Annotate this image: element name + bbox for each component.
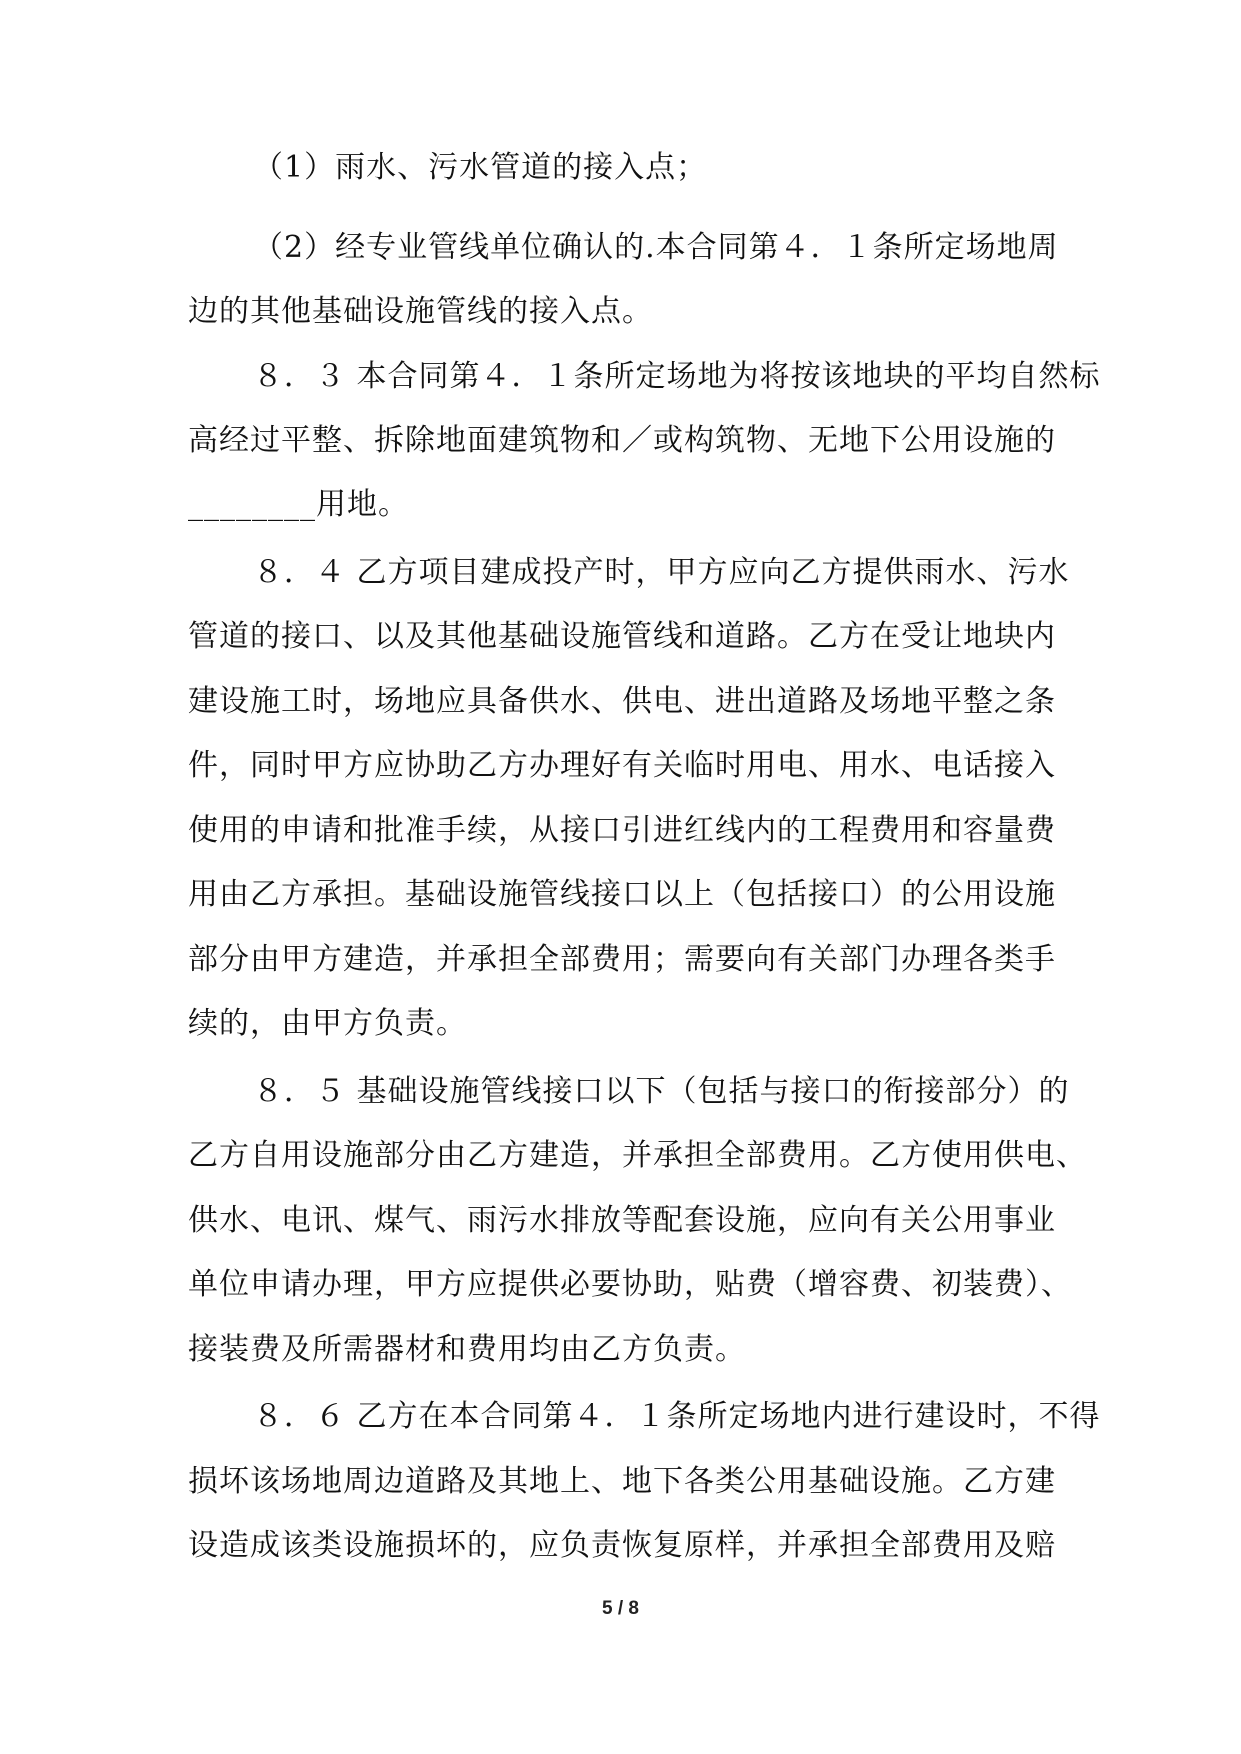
text-line: 设造成该类设施损坏的，应负责恢复原样，并承担全部费用及赔 [188, 1528, 1056, 1563]
text-line: 损坏该场地周边道路及其地上、地下各类公用基础设施。乙方建 [188, 1464, 1056, 1499]
text-line: ________用地。 [188, 487, 409, 522]
text-line: 管道的接口、以及其他基础设施管线和道路。乙方在受让地块内 [188, 619, 1056, 654]
text-line: 高经过平整、拆除地面建筑物和／或构筑物、无地下公用设施的 [188, 423, 1056, 458]
text-line: 用由乙方承担。基础设施管线接口以上（包括接口）的公用设施 [188, 877, 1056, 912]
text-line: ８．６ 乙方在本合同第４．１条所定场地内进行建设时，不得 [253, 1399, 1101, 1434]
text-line: ８．３ 本合同第４．１条所定场地为将按该地块的平均自然标 [253, 359, 1101, 394]
text-line: ８．５ 基础设施管线接口以下（包括与接口的衔接部分）的 [253, 1074, 1070, 1109]
text-line: 接装费及所需器材和费用均由乙方负责。 [188, 1332, 746, 1367]
text-line: 边的其他基础设施管线的接入点。 [188, 294, 653, 329]
text-line: ８．４ 乙方项目建成投产时，甲方应向乙方提供雨水、污水 [253, 555, 1070, 590]
text-line: 使用的申请和批准手续，从接口引进红线内的工程费用和容量费 [188, 813, 1056, 848]
text-line: 部分由甲方建造，并承担全部费用；需要向有关部门办理各类手 [188, 942, 1056, 977]
text-line: 件，同时甲方应协助乙方办理好有关临时用电、用水、电话接入 [188, 748, 1056, 783]
text-line: 续的，由甲方负责。 [188, 1006, 467, 1041]
text-line: 单位申请办理，甲方应提供必要协助，贴费（增容费、初装费）、 [188, 1267, 1072, 1302]
text-line: 建设施工时，场地应具备供水、供电、进出道路及场地平整之条 [188, 684, 1056, 719]
page-number: 5 / 8 [602, 1598, 639, 1619]
text-line: （2）经专业管线单位确认的.本合同第４．１条所定场地周 [253, 230, 1059, 265]
text-line: 供水、电讯、煤气、雨污水排放等配套设施，应向有关公用事业 [188, 1203, 1056, 1238]
text-line: （1）雨水、污水管道的接入点； [253, 150, 708, 185]
text-line: 乙方自用设施部分由乙方建造，并承担全部费用。乙方使用供电、 [188, 1138, 1087, 1173]
